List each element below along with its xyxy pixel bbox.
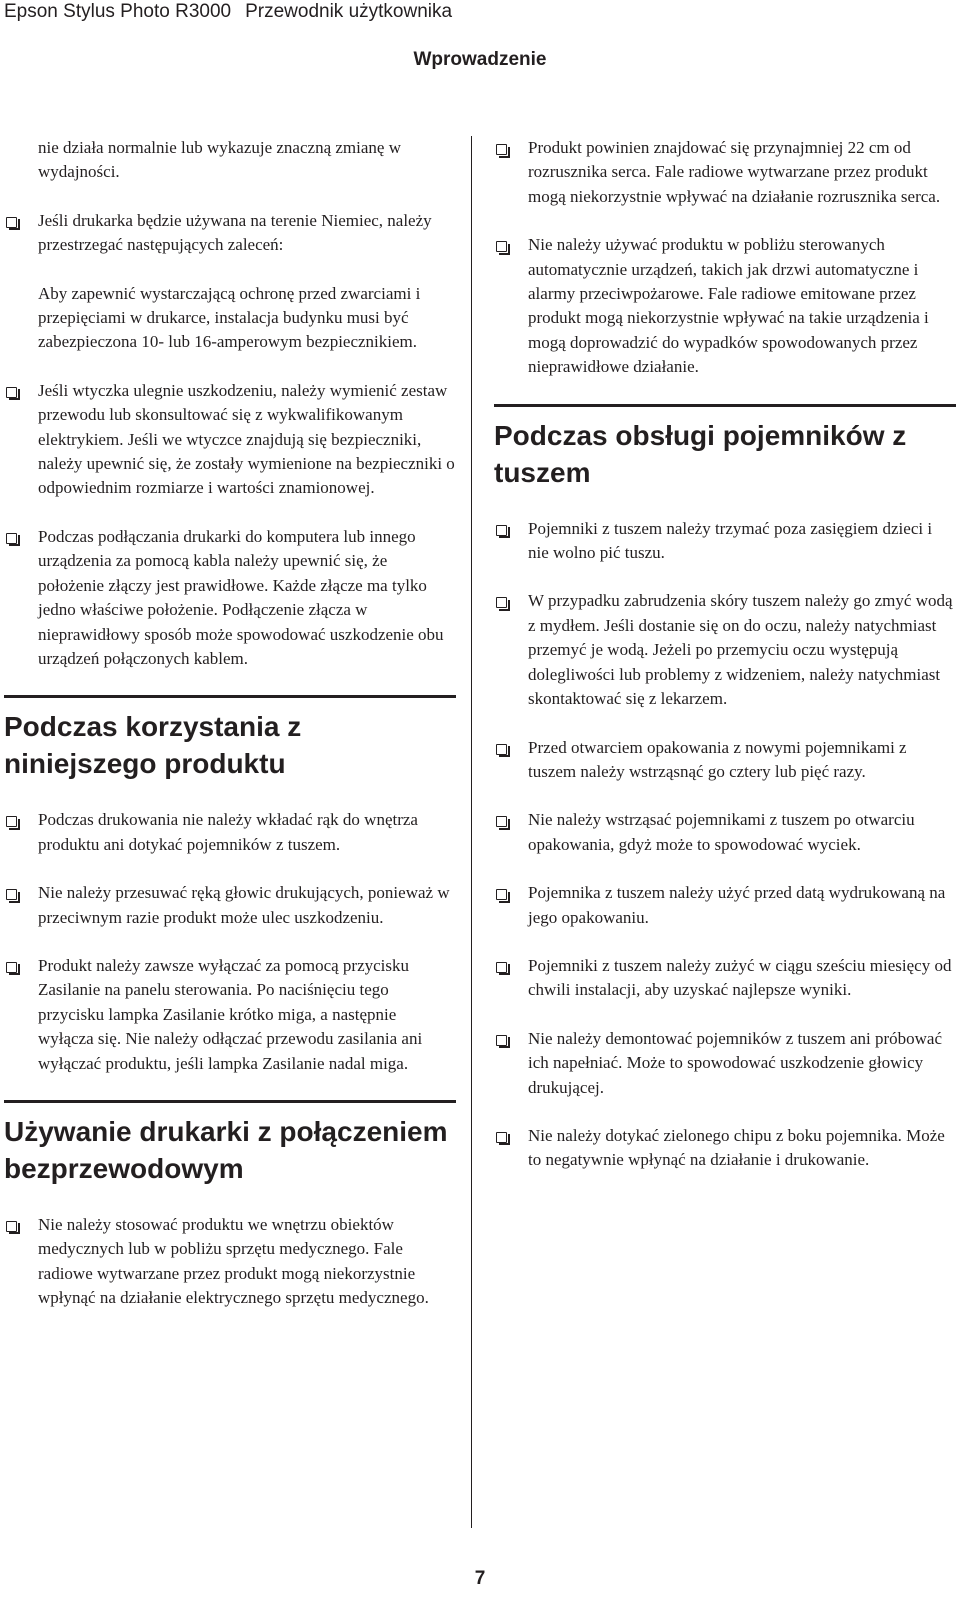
- list-item-text: Podczas podłączania drukarki do komputera lub innego urządzenia za pomocą kabla należy upewnić się, że położenie złączy jest prawidłowe. Każde złącze ma tylko jedno właściwe położenie. Podłączenie złącza w nieprawidłowy sposób może spowodować uszkodzenie obu urządzeń połączonych kablem.: [38, 526, 444, 668]
- checkbox-bullet-icon: [6, 816, 17, 827]
- section-heading-ink-cartridges: [494, 404, 956, 491]
- list-item: [494, 1124, 956, 1173]
- list-item: [494, 233, 956, 379]
- heading-rule: [4, 1100, 456, 1103]
- checkbox-bullet-icon: [6, 889, 17, 900]
- list-item: [494, 589, 956, 711]
- right-column: [494, 136, 956, 1197]
- checkbox-bullet-icon: [6, 533, 17, 544]
- list-item: [494, 736, 956, 785]
- checkbox-bullet-icon: [496, 241, 507, 252]
- page-number: 7: [474, 1568, 486, 1589]
- list-item-text: Jeśli wtyczka ulegnie uszkodzeniu, należy wymienić zestaw przewodu lub skonsultować się z wykwalifikowanym elektrykiem. Jeśli we wtyczce znajdują się bezpieczniki, należy upewnić się, że zostały wymienione na bezpieczniki o odpowiednim rozmiarze i wartości znamionowej.: [38, 380, 455, 498]
- checkbox-bullet-icon: [496, 525, 507, 536]
- list-item: [494, 881, 956, 930]
- list-item-text: Jeśli drukarka będzie używana na terenie Niemiec, należy przestrzegać następujących zaleceń:: [38, 210, 432, 255]
- list-item: [4, 209, 456, 258]
- list-item-text: W przypadku zabrudzenia skóry tuszem należy go zmyć wodą z mydłem. Jeśli dostanie się on do oczu, należy natychmiast przemyć je wodą. Jeżeli po przemyciu oczu występują dolegliwości lub problemy z widzeniem, należy natychmiast skontaktować się z lekarzem.: [528, 591, 953, 709]
- list-item-text: Nie należy używać produktu w pobliżu sterowanych automatycznie urządzeń, takich jak drzwi automatyczne i alarmy przeciwpożarowe. Fale radiowe emitowane przez produkt mogą niekorzystnie wpływać na takie urządzenia i mogą doprowadzić do wypadków spowodowanych przez nieprawidłowe działanie.: [528, 235, 929, 377]
- list-item-text: Pojemnika z tuszem należy użyć przed datą wydrukowaną na jego opakowaniu.: [528, 883, 946, 927]
- section-title: Podczas korzystania z niniejszego produktu: [4, 711, 302, 780]
- heading-rule: [4, 695, 456, 698]
- checkbox-bullet-icon: [6, 1221, 17, 1232]
- list-item: [494, 1027, 956, 1100]
- list-item-note: Aby zapewnić wystarczającą ochronę przed zwarciami i przepięciami w drukarce, instalacja budynku musi być zabezpieczona 10- lub 16-amperowym bezpiecznikiem.: [38, 283, 421, 352]
- list-item-text: Nie należy demontować pojemników z tuszem ani próbować ich napełniać. Może to spowodować uszkodzenie głowicy drukującej.: [528, 1028, 943, 1097]
- heading-rule: [494, 404, 956, 407]
- checkbox-bullet-icon: [496, 962, 507, 973]
- checkbox-bullet-icon: [6, 217, 17, 228]
- product-name: Epson Stylus Photo R3000: [4, 1, 232, 22]
- list-item: [4, 379, 456, 501]
- running-header: [4, 0, 466, 24]
- list-item: [494, 517, 956, 566]
- list-item-text: Pojemniki z tuszem należy zużyć w ciągu sześciu miesięcy od chwili instalacji, aby uzyskać najlepsze wyniki.: [528, 955, 952, 1000]
- checkbox-bullet-icon: [496, 597, 507, 608]
- column-divider: [471, 136, 472, 1528]
- section-heading-product-use: [4, 695, 456, 782]
- section-title: Używanie drukarki z połączeniem bezprzewodowym: [4, 1115, 448, 1184]
- list-item-text: Nie należy stosować produktu we wnętrzu obiektów medycznych lub w pobliżu sprzętu medycznego. Fale radiowe wytwarzane przez produkt mogą niekorzystnie wpłynąć na działanie elektrycznego sprzętu medycznego.: [38, 1214, 429, 1308]
- section-heading-wireless: [4, 1100, 456, 1187]
- checkbox-bullet-icon: [496, 1035, 507, 1046]
- list-item: [4, 881, 456, 930]
- list-item: [4, 1213, 456, 1311]
- left-column: [4, 136, 456, 1335]
- guide-title: Przewodnik użytkownika: [245, 1, 453, 22]
- continued-text: nie działa normalnie lub wykazuje znaczną zmianę w wydajności.: [38, 138, 401, 182]
- list-item: [4, 954, 456, 1076]
- list-item: [494, 136, 956, 209]
- list-item: [4, 525, 456, 671]
- list-item-text: Produkt należy zawsze wyłączać za pomocą przycisku Zasilanie na panelu sterowania. Po naciśnięciu tego przycisku lampka Zasilanie krótko miga, a następnie wyłącza się. Nie należy odłączać przewodu zasilania ani wyłączać produktu, jeśli lampka Zasilanie nadal miga.: [38, 955, 423, 1073]
- checkbox-bullet-icon: [496, 889, 507, 900]
- checkbox-bullet-icon: [496, 1132, 507, 1143]
- checkbox-bullet-icon: [496, 744, 507, 755]
- checkbox-bullet-icon: [496, 816, 507, 827]
- list-item-text: Produkt powinien znajdować się przynajmniej 22 cm od rozrusznika serca. Fale radiowe wytwarzane przez produkt mogą niekorzystnie wpływać na działanie rozrusznika serca.: [528, 138, 941, 206]
- checkbox-bullet-icon: [496, 144, 507, 155]
- checkbox-bullet-icon: [6, 962, 17, 973]
- list-item: [494, 954, 956, 1003]
- list-item-text: Podczas drukowania nie należy wkładać rąk do wnętrza produktu ani dotykać pojemników z tuszem.: [38, 810, 418, 854]
- section-title: Podczas obsługi pojemników z tuszem: [494, 419, 907, 488]
- list-item-text: Nie należy dotykać zielonego chipu z boku pojemnika. Może to negatywnie wpłynąć na działanie i drukowanie.: [528, 1125, 945, 1170]
- list-item-text: Nie należy wstrząsać pojemnikami z tuszem po otwarciu opakowania, gdyż może to spowodować wyciek.: [528, 810, 915, 854]
- list-item-text: Nie należy przesuwać ręką głowic drukujących, ponieważ w przeciwnym razie produkt może ulec uszkodzeniu.: [38, 883, 450, 927]
- list-item-text: Pojemniki z tuszem należy trzymać poza zasięgiem dzieci i nie wolno pić tuszu.: [528, 518, 933, 563]
- list-item: [494, 808, 956, 857]
- list-item: [4, 808, 456, 857]
- chapter-title: Wprowadzenie: [413, 49, 547, 70]
- list-item-text: Przed otwarciem opakowania z nowymi pojemnikami z tuszem należy wstrząsnąć go cztery lub pięć razy.: [528, 737, 907, 781]
- checkbox-bullet-icon: [6, 387, 17, 398]
